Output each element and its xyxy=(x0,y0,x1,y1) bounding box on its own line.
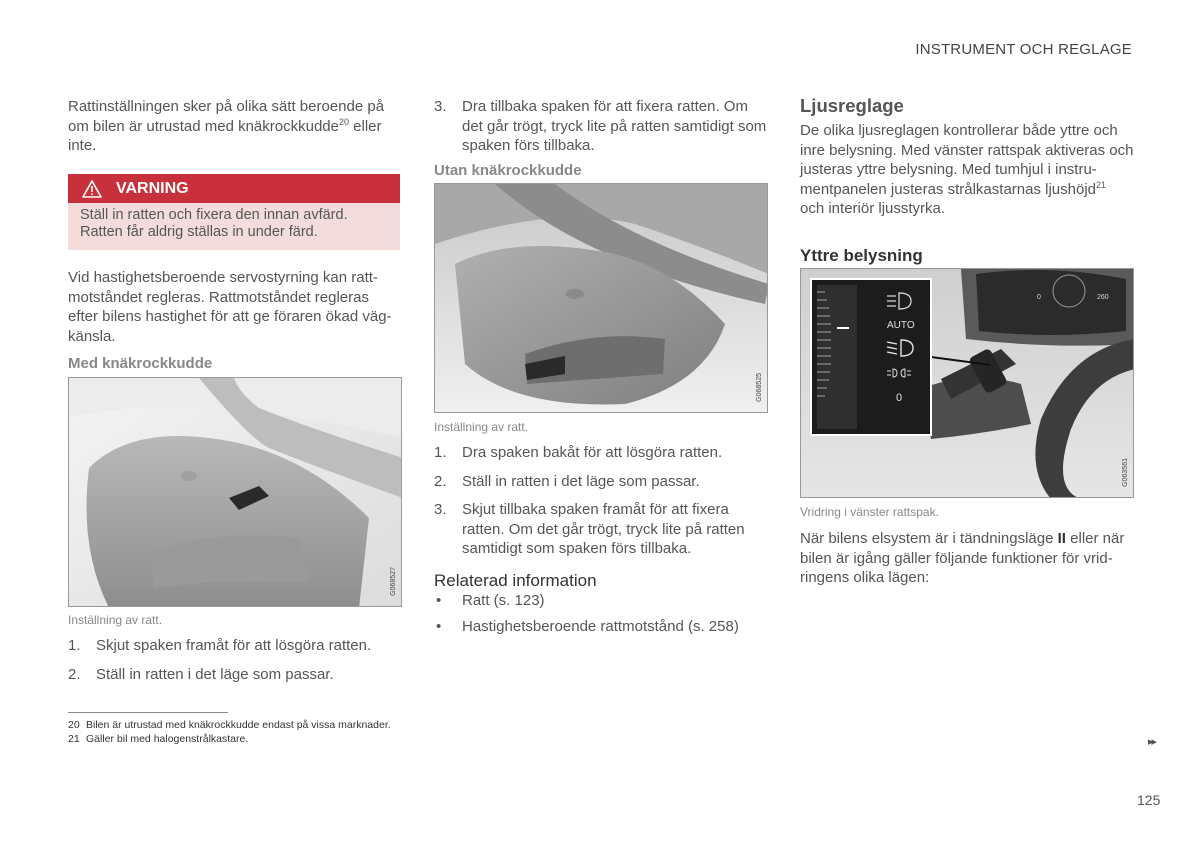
list-item: 3. Dra tillbaka spaken för att fixera ratten. Om det går trögt, tryck lite på ratten samtidigt som spaken förs tillbaka. xyxy=(434,98,767,154)
list-item: 2. Ställ in ratten i det läge som passar. xyxy=(68,665,334,683)
footnote-20: 20 Bilen är utrustad med knäkrockkudde endast på vissa marknader. xyxy=(68,719,391,731)
warning-title: VARNING xyxy=(116,179,189,197)
auto-label: AUTO xyxy=(887,320,915,331)
list-item: 1. Dra spaken bakåt för att lösgöra ratten. xyxy=(434,444,723,461)
list-item: 1. Skjut spaken framåt för att lösgöra ratten. xyxy=(68,637,372,654)
light-switch-image xyxy=(800,268,1134,498)
related-link-ratt[interactable]: • Ratt (s. 123) xyxy=(436,592,545,609)
continue-arrows-icon: ▸▸ xyxy=(1148,736,1156,748)
heading-ljusreglage: Ljusreglage xyxy=(800,95,904,116)
list-item: 3. Skjut tillbaka spaken framåt för att fixera ratten. Om det går trögt, tryck lite på ratten samtidigt som spaken förs tillbaka. xyxy=(434,501,745,557)
footnote-ref-21: 21 xyxy=(1096,179,1107,190)
zero-label: 0 xyxy=(896,392,903,404)
related-link-rattmotstand[interactable]: • Hastighetsberoende rattmotstånd (s. 258) xyxy=(436,617,739,635)
steering-lever-image-1 xyxy=(68,377,402,607)
page-number: 125 xyxy=(1137,792,1161,808)
steering-lever-image-2 xyxy=(434,183,768,413)
image-caption-1: Inställning av ratt. xyxy=(68,613,163,627)
warning-text: Ställ in ratten och fixera den innan avfärd. Ratten får aldrig ställas in under färd. xyxy=(68,203,400,250)
image-code: G063561 xyxy=(1122,458,1129,487)
servo-paragraph: Vid hastighetsberoende servostyrning kan rattmotståndet regleras. Rattmotståndet regleras efter bilens hastighet för att ge föraren ökad vägkänsla. xyxy=(68,269,392,345)
subheading-med-knakrockkudde: Med knäkrockkudde xyxy=(68,355,213,372)
subheading-yttre-belysning: Yttre belysning xyxy=(800,246,923,265)
image-code: G068527 xyxy=(390,567,397,596)
image-caption-3: Vridring i vänster rattspak. xyxy=(800,505,939,519)
intro-paragraph: Rattinställningen sker på olika sätt beroende på om bilen är utrustad med knäkrockkudde$^{20}$ eller inte. xyxy=(68,98,385,154)
list-item: 2. Ställ in ratten i det läge som passar. xyxy=(434,472,700,490)
subheading-utan-knakrockkudde: Utan knäkrockkudde xyxy=(434,162,582,179)
ljusreglage-paragraph: De olika ljusreglagen kontrollerar både yttre och inre belysning. Med vänster rattspak aktiveras och justeras yttre belysning. Med tumhjul i instrumentpanelen justeras strålkastarnas ljushöjd$^{21}$ och interiör ljusstyrka. xyxy=(800,122,1134,217)
ignition-paragraph: När bilens elsystem är i tändningsläge II eller när bilen är igång gäller följande funktioner för vridringens olika lägen: xyxy=(800,530,1125,586)
footnote-ref-20: 20 xyxy=(338,116,349,127)
cluster-zero: 0 xyxy=(1037,294,1041,301)
footnote-divider xyxy=(68,712,228,713)
section-title: INSTRUMENT OCH REGLAGE xyxy=(915,41,1132,58)
related-info-heading: Relaterad information xyxy=(434,571,597,590)
image-caption-2: Inställning av ratt. xyxy=(434,420,529,434)
footnote-21: 21 Gäller bil med halogenstrålkastare. xyxy=(68,733,249,745)
footnotes xyxy=(68,718,468,746)
warning-triangle-icon xyxy=(82,180,102,198)
cluster-260: 260 xyxy=(1097,294,1109,301)
warning-header xyxy=(68,174,400,203)
image-code: G068525 xyxy=(756,373,763,402)
